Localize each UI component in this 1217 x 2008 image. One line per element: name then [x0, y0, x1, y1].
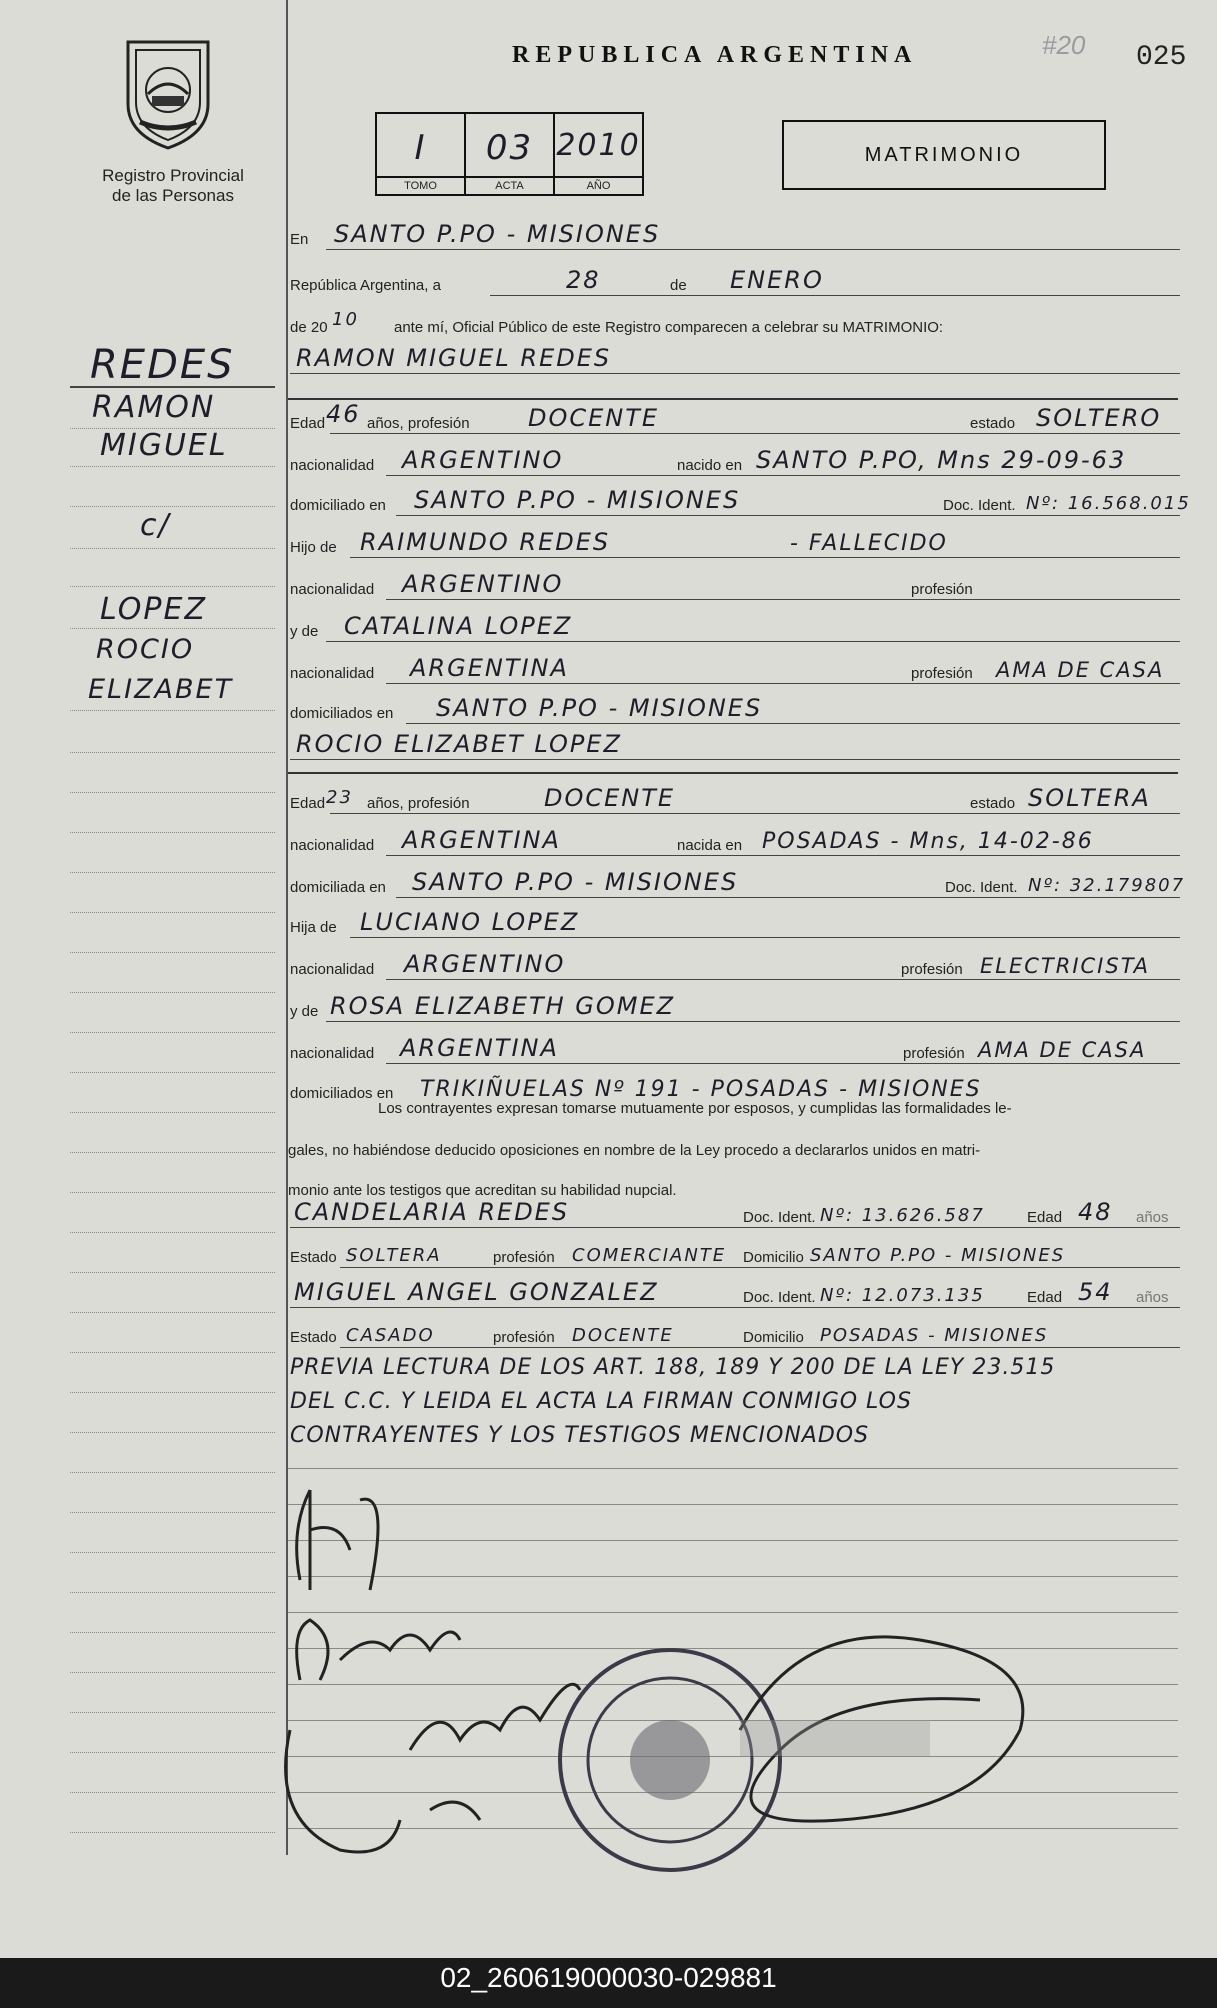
acta-cell [466, 114, 555, 194]
doc-label: Doc. Ident. [740, 1289, 819, 1306]
bride-father-nationality: ARGENTINO [404, 950, 566, 978]
bride-parents-address: TRIKIÑUELAS Nº 191 - POSADAS - MISIONES [420, 1077, 982, 1102]
witness1-name: CANDELARIA REDES [294, 1198, 570, 1226]
edad-label: Edad [1024, 1289, 1065, 1306]
anos-label: años [1136, 1209, 1169, 1226]
witness2-doc: Nº: 12.073.135 [820, 1285, 985, 1306]
estado-label: Estado [290, 1249, 337, 1266]
margin-column [0, 0, 286, 1958]
margin-line [70, 1072, 275, 1073]
ano-cell [555, 114, 642, 194]
groom-mother-nationality: ARGENTINA [410, 654, 569, 682]
bride-profession: DOCENTE [544, 784, 676, 812]
page-number: 025 [1136, 42, 1187, 73]
hija-label: Hija de [290, 919, 337, 936]
witness1-address: SANTO P.PO - MISIONES [810, 1245, 1066, 1266]
declaration-line3: monio ante los testigos que acreditan su habilidad nupcial. [288, 1182, 677, 1199]
profesion-label: profesión [908, 581, 976, 598]
registry-name-line1: Registro Provincial [102, 166, 244, 185]
margin-line [70, 1752, 275, 1753]
de-label: de [666, 277, 691, 294]
witness2-civil-status: CASADO [346, 1325, 435, 1346]
country-title: REPUBLICA ARGENTINA [512, 42, 918, 68]
margin-line [70, 1592, 275, 1593]
day-value: 28 [566, 266, 601, 294]
groom-father: RAIMUNDO REDES [360, 528, 611, 556]
nacionalidad-label: nacionalidad [290, 457, 375, 474]
margin-names3: ROCIO [96, 634, 195, 665]
margin-line [70, 1152, 275, 1153]
margin-line [70, 1312, 275, 1313]
groom-age-row [290, 400, 1180, 438]
nacionalidad-label: nacionalidad [290, 665, 375, 682]
registry-name-line2: de las Personas [112, 186, 234, 205]
estado-label: Estado [290, 1329, 337, 1346]
margin-line [70, 1272, 275, 1273]
profesion-label: años, profesión [364, 415, 473, 432]
year-suffix: 10 [332, 309, 359, 330]
margin-line [70, 912, 275, 913]
groom-doc: Nº: 16.568.015 [1026, 493, 1191, 514]
bride-birth: POSADAS - Mns, 14-02-86 [762, 829, 1094, 854]
doc-label: Doc. Ident. [940, 497, 1019, 514]
nacionalidad-label: nacionalidad [290, 1045, 375, 1062]
month-value: ENERO [730, 266, 824, 294]
registry-name [88, 166, 258, 206]
groom-nationality-row [290, 446, 1180, 480]
nacionalidad-label: nacionalidad [290, 961, 375, 978]
estado-label: estado [966, 415, 1019, 432]
notes-line1: PREVIA LECTURA DE LOS ART. 188, 189 Y 200 DE LA LEY 23.515 [290, 1355, 1056, 1380]
margin-line [70, 1832, 275, 1833]
bride-father: LUCIANO LOPEZ [360, 908, 580, 936]
witness2-row [290, 1278, 1180, 1312]
bride-father-row [290, 908, 1180, 942]
groom-mother-profession: AMA DE CASA [996, 658, 1165, 682]
groom-father-note: - FALLECIDO [790, 531, 948, 556]
anos-label: años [1136, 1289, 1169, 1306]
ano-value: 2010 [556, 128, 641, 163]
groom-address-row [290, 486, 1191, 520]
margin-surname2: LOPEZ [100, 592, 208, 627]
bride-mother-profession: AMA DE CASA [978, 1038, 1147, 1062]
margin-names2: MIGUEL [100, 428, 228, 463]
margin-line [70, 1432, 275, 1433]
signature-groom [297, 1490, 378, 1590]
groom-nationality: ARGENTINO [402, 446, 564, 474]
domiciliados-label: domiciliados en [290, 1085, 394, 1102]
witness1-civil-status: SOLTERA [346, 1245, 442, 1266]
estado-label: estado [966, 795, 1019, 812]
margin-line [70, 832, 275, 833]
official-seal-icon [560, 1650, 780, 1870]
margin-line [70, 1552, 275, 1553]
margin-line [70, 1232, 275, 1233]
place-value: SANTO P.PO - MISIONES [334, 220, 661, 248]
margin-line [70, 628, 275, 629]
margin-line [70, 586, 275, 587]
witness2-address: POSADAS - MISIONES [820, 1325, 1049, 1346]
notes-row1 [290, 1350, 1180, 1384]
domicilio-label: Domicilio [740, 1329, 807, 1346]
bride-father-nat-row [290, 950, 1180, 984]
profesion-label: profesión [898, 961, 966, 978]
bride-doc: Nº: 32.179807 [1028, 875, 1186, 896]
margin-line [70, 466, 275, 467]
groom-father-row [290, 528, 1180, 562]
nacionalidad-label: nacionalidad [290, 581, 375, 598]
profesion-label: profesión [490, 1329, 558, 1346]
bride-mother-nat-row [290, 1034, 1180, 1068]
margin-line [70, 872, 275, 873]
groom-birth: SANTO P.PO, Mns 29-09-63 [756, 446, 1127, 474]
witness1-profession: COMERCIANTE [572, 1245, 727, 1266]
margin-line [70, 1112, 275, 1113]
tomo-value: I [414, 128, 427, 168]
hijo-label: Hijo de [290, 539, 337, 556]
record-number-box [375, 112, 644, 196]
margin-line [70, 1672, 275, 1673]
bride-father-profession: ELECTRICISTA [980, 954, 1150, 978]
declaration-line1: Los contrayentes expresan tomarse mutuamente por esposos, y cumplidas las formalidades le- [378, 1100, 1012, 1117]
domicilio-label: Domicilio [740, 1249, 807, 1266]
groom-full-name: RAMON MIGUEL REDES [296, 344, 612, 372]
margin-line [70, 1512, 275, 1513]
declaration-line2: gales, no habiéndose deducido oposiciones en nombre de la Ley procedo a declararlos unidos en matri- [288, 1142, 981, 1159]
margin-line [70, 548, 275, 549]
statement-row [290, 308, 1180, 342]
doc-label: Doc. Ident. [740, 1209, 819, 1226]
groom-father-nat-row [290, 570, 1180, 604]
margin-line [70, 1392, 275, 1393]
document-type-box: MATRIMONIO [782, 120, 1106, 190]
groom-age: 46 [326, 400, 361, 428]
notes-row2 [290, 1384, 1180, 1418]
groom-address: SANTO P.PO - MISIONES [414, 486, 741, 514]
margin-line [70, 992, 275, 993]
domiciliada-label: domiciliada en [290, 879, 386, 896]
en-label: En [290, 231, 309, 248]
blank-line [288, 1468, 1178, 1469]
groom-profession: DOCENTE [528, 404, 660, 432]
bride-full-name: ROCIO ELIZABET LOPEZ [296, 730, 622, 758]
year-prefix: de 20 [290, 319, 328, 336]
margin-line [70, 952, 275, 953]
witness1-row [290, 1198, 1180, 1232]
domiciliados-label: domiciliados en [290, 705, 394, 722]
bride-mother-nationality: ARGENTINA [400, 1034, 559, 1062]
nacida-label: nacida en [674, 837, 745, 854]
section-divider [288, 398, 1178, 400]
nacido-label: nacido en [674, 457, 745, 474]
notes-line3: CONTRAYENTES Y LOS TESTIGOS MENCIONADOS [290, 1423, 870, 1448]
margin-line [70, 710, 275, 711]
section-divider [288, 772, 1178, 774]
margin-line [70, 1032, 275, 1033]
margin-line [70, 752, 275, 753]
signature-witness1 [410, 1684, 580, 1750]
groom-name-row [290, 344, 1180, 378]
statement-text: ante mí, Oficial Público de este Registro comparecen a celebrar su MATRIMONIO: [394, 319, 944, 336]
groom-parents-address-row [290, 694, 1180, 728]
scan-code: 02_260619000030-029881 [440, 1962, 777, 1993]
tomo-cell [377, 114, 466, 194]
profesion-label: profesión [908, 665, 976, 682]
margin-names4: ELIZABET [88, 674, 234, 705]
bride-nationality: ARGENTINA [402, 826, 561, 854]
yde-label: y de [290, 623, 319, 640]
ano-label: AÑO [555, 176, 642, 194]
witness2-status-row [290, 1318, 1180, 1352]
margin-line [70, 1632, 275, 1633]
witness2-profession: DOCENTE [572, 1325, 674, 1346]
bride-civil-status: SOLTERA [1028, 784, 1151, 812]
margin-line [70, 1352, 275, 1353]
edad-label: Edad [290, 415, 326, 432]
margin-surname: REDES [90, 342, 235, 388]
acta-value: 03 [485, 128, 534, 168]
groom-father-nationality: ARGENTINO [402, 570, 564, 598]
profesion-label: profesión [900, 1045, 968, 1062]
edad-label: Edad [1024, 1209, 1065, 1226]
officer-stamp [740, 1720, 930, 1756]
witness1-age: 48 [1078, 1198, 1113, 1226]
notes-line2: DEL C.C. Y LEIDA EL ACTA LA FIRMAN CONMIGO LOS [290, 1389, 912, 1414]
tomo-label: TOMO [377, 176, 464, 194]
republica-label: República Argentina, a [290, 277, 441, 294]
bride-mother-row [290, 992, 1180, 1026]
groom-parents-address: SANTO P.PO - MISIONES [436, 694, 763, 722]
groom-mother: CATALINA LOPEZ [344, 612, 573, 640]
bride-nationality-row [290, 826, 1180, 860]
bride-address-row [290, 868, 1186, 902]
margin-line [70, 792, 275, 793]
margin-line [70, 1472, 275, 1473]
groom-civil-status: SOLTERO [1036, 404, 1162, 432]
witness2-name: MIGUEL ANGEL GONZALEZ [294, 1278, 659, 1306]
margin-line [70, 1192, 275, 1193]
bride-address: SANTO P.PO - MISIONES [412, 868, 739, 896]
margin-line [70, 1712, 275, 1713]
nacionalidad-label: nacionalidad [290, 837, 375, 854]
date-row [290, 266, 1180, 300]
registry-seal-icon [118, 34, 218, 152]
bride-age: 23 [326, 787, 353, 808]
signature-bride [297, 1620, 460, 1680]
profesion-label: años, profesión [364, 795, 473, 812]
stamp-number: #20 [1042, 30, 1086, 60]
doc-label: Doc. Ident. [942, 879, 1021, 896]
bride-age-row [290, 784, 1180, 818]
notes-row3 [290, 1418, 1180, 1452]
domiciliado-label: domiciliado en [290, 497, 386, 514]
place-row [290, 220, 1180, 254]
margin-names1: RAMON [92, 390, 216, 425]
margin-line [70, 506, 275, 507]
witness2-age: 54 [1078, 1278, 1113, 1306]
bride-mother: ROSA ELIZABETH GOMEZ [330, 992, 676, 1020]
groom-mother-row [290, 612, 1180, 646]
margin-connector: c/ [140, 508, 171, 543]
signatures-area [280, 1470, 1180, 1890]
witness1-status-row [290, 1238, 1180, 1272]
groom-mother-nat-row [290, 654, 1180, 688]
witness1-doc: Nº: 13.626.587 [820, 1205, 985, 1226]
bride-name-row [290, 730, 1180, 764]
edad-label: Edad [290, 795, 326, 812]
margin-line [70, 1792, 275, 1793]
signature-witness2 [286, 1730, 480, 1852]
yde-label: y de [290, 1003, 319, 1020]
acta-label: ACTA [466, 176, 553, 194]
margin-line [70, 386, 275, 388]
profesion-label: profesión [490, 1249, 558, 1266]
